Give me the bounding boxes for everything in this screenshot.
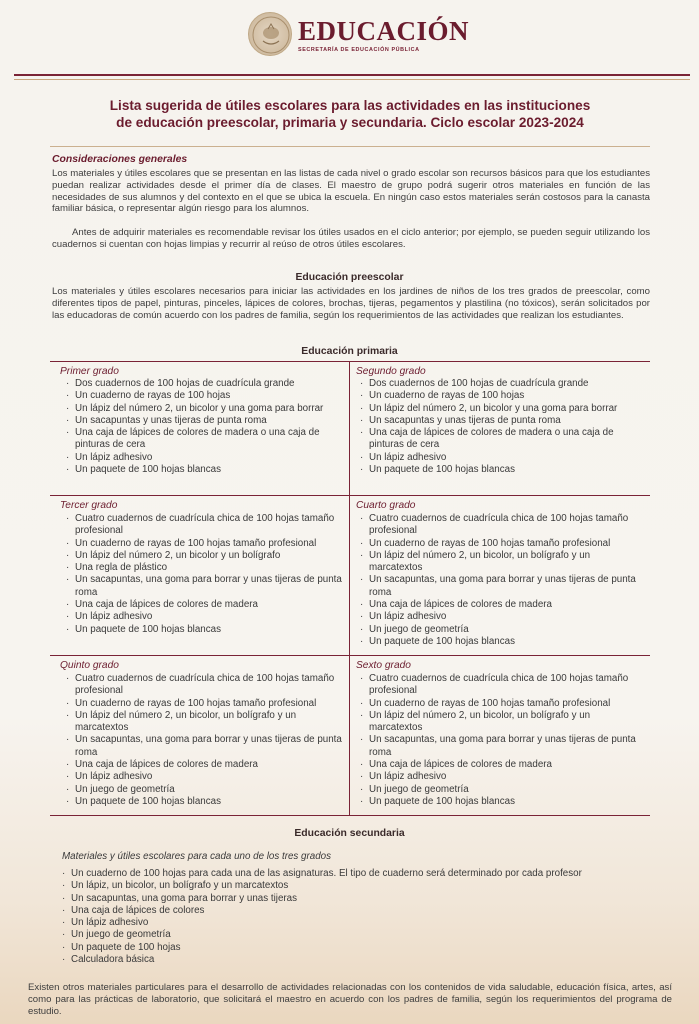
list-item: · Un cuaderno de 100 hojas para cada una de las asignaturas. El tipo de cuaderno será determinado por cada profesor	[62, 868, 662, 880]
primaria-rule-top	[50, 361, 650, 362]
header-divider-thin	[14, 79, 690, 80]
list-item: · Un juego de geometría	[360, 624, 638, 636]
consideraciones-heading: Consideraciones generales	[52, 154, 188, 165]
list-item: · Un sacapuntas, una goma para borrar y unas tijeras de punta roma	[360, 734, 638, 759]
primaria-column-divider	[349, 361, 350, 815]
mexico-seal-icon	[248, 12, 292, 56]
list-item: · Una caja de lápices de colores de madera	[66, 759, 342, 771]
list-item: · Un cuaderno de rayas de 100 hojas tamaño profesional	[66, 538, 342, 550]
list-item: · Dos cuadernos de 100 hojas de cuadrícula grande	[360, 378, 638, 390]
list-item: · Un sacapuntas, una goma para borrar y unas tijeras de punta roma	[360, 574, 638, 599]
list-item: · Un sacapuntas, una goma para borrar y unas tijeras de punta roma	[66, 574, 342, 599]
header	[0, 0, 699, 78]
list-item: · Un lápiz adhesivo	[62, 917, 662, 929]
primaria-rule-row1	[50, 495, 650, 496]
list-item: · Un sacapuntas, una goma para borrar y unas tijeras	[62, 893, 662, 905]
list-item: · Un lápiz adhesivo	[66, 611, 342, 623]
primaria-rule-bottom	[50, 815, 650, 816]
consideraciones-paragraph-1: Los materiales y útiles escolares que se presentan en las listas de cada nivel o grado escolar son recursos básicos para que los estudiantes puedan realizar actividades desde el primer día de clases. El maestro de grupo podrá sugerir otros materiales en función de las necesidades de sus alumnos y del contexto en el que se ubica la escuela. En ningún caso estos materiales serán costosos para la canasta familiar básica, o representar algún riesgo para los alumnos.	[52, 168, 650, 215]
grade-title-segundo: Segundo grado	[356, 366, 426, 377]
list-item: · Un cuaderno de rayas de 100 hojas tamaño profesional	[360, 698, 638, 710]
list-item: · Un cuaderno de rayas de 100 hojas	[66, 390, 342, 402]
list-item: · Una caja de lápices de colores de madera	[360, 599, 638, 611]
list-item: · Calculadora básica	[62, 954, 662, 966]
title-line-1: Lista sugerida de útiles escolares para las actividades en las instituciones	[109, 98, 591, 113]
list-item: · Un paquete de 100 hojas blancas	[66, 464, 342, 476]
list-item: · Un paquete de 100 hojas blancas	[66, 796, 342, 808]
list-item: · Un lápiz del número 2, un bicolor y un bolígrafo	[66, 550, 342, 562]
secundaria-subheading: Materiales y útiles escolares para cada uno de los tres grados	[62, 851, 332, 862]
consideraciones-paragraph-2: Antes de adquirir materiales es recomendable revisar los útiles usados en el ciclo anterior; por ejemplo, se pueden seguir utilizando los cuadernos si cuentan con hojas limpias y recurrir al reúso de otros útiles escolares.	[52, 227, 650, 250]
footer-note: Existen otros materiales particulares para el desarrollo de actividades relacionadas con los contenidos de vida saludable, educación física, artes, así como para las prácticas de laboratorio, que solicitará el maestro en acuerdo con los padres de familia, según los requerimientos del programa de estudio.	[28, 982, 672, 1017]
secundaria-heading: Educación secundaria	[294, 828, 405, 839]
grade-title-tercero: Tercer grado	[60, 500, 118, 511]
list-item: · Un paquete de 100 hojas blancas	[360, 636, 638, 648]
list-item: · Un lápiz adhesivo	[360, 611, 638, 623]
list-item: · Un paquete de 100 hojas	[62, 942, 662, 954]
list-item: · Un cuaderno de rayas de 100 hojas tamaño profesional	[66, 698, 342, 710]
list-item: · Un lápiz del número 2, un bicolor y una goma para borrar	[360, 403, 638, 415]
list-item: · Un paquete de 100 hojas blancas	[360, 464, 638, 476]
list-item: · Un lápiz, un bicolor, un bolígrafo y un marcatextos	[62, 880, 662, 892]
list-item: · Un paquete de 100 hojas blancas	[360, 796, 638, 808]
list-item: · Un paquete de 100 hojas blancas	[66, 624, 342, 636]
list-item: · Un lápiz adhesivo	[66, 452, 342, 464]
primaria-rule-row2	[50, 655, 650, 656]
list-item: · Una caja de lápices de colores de madera o una caja de pinturas de cera	[66, 427, 342, 452]
list-item: · Un juego de geometría	[66, 784, 342, 796]
list-item: · Cuatro cuadernos de cuadrícula chica de 100 hojas tamaño profesional	[66, 673, 342, 698]
list-item: · Una caja de lápices de colores	[62, 905, 662, 917]
brand-title: EDUCACIÓN	[298, 16, 470, 46]
title-divider	[50, 146, 650, 147]
grade-title-quinto: Quinto grado	[60, 660, 119, 671]
list-item: · Una regla de plástico	[66, 562, 342, 574]
grade-list-segundo	[360, 378, 638, 476]
list-item: · Un sacapuntas y unas tijeras de punta roma	[66, 415, 342, 427]
secundaria-list	[62, 868, 662, 966]
list-item: · Un lápiz adhesivo	[360, 452, 638, 464]
list-item: · Cuatro cuadernos de cuadrícula chica de 100 hojas tamaño profesional	[360, 673, 638, 698]
list-item: · Un lápiz del número 2, un bicolor, un bolígrafo y un marcatextos	[66, 710, 342, 735]
list-item: · Un sacapuntas, una goma para borrar y unas tijeras de punta roma	[66, 734, 342, 759]
list-item: · Una caja de lápices de colores de madera o una caja de pinturas de cera	[360, 427, 638, 452]
grade-title-primero: Primer grado	[60, 366, 119, 377]
grade-list-cuarto	[360, 513, 638, 648]
list-item: · Un lápiz del número 2, un bicolor, un bolígrafo y un marcatextos	[360, 550, 638, 575]
list-item: · Cuatro cuadernos de cuadrícula chica de 100 hojas tamaño profesional	[360, 513, 638, 538]
grade-title-sexto: Sexto grado	[356, 660, 411, 671]
list-item: · Una caja de lápices de colores de madera	[360, 759, 638, 771]
list-item: · Cuatro cuadernos de cuadrícula chica de 100 hojas tamaño profesional	[66, 513, 342, 538]
brand-subtitle: SECRETARÍA DE EDUCACIÓN PÚBLICA	[298, 47, 420, 53]
grade-list-sexto	[360, 673, 638, 808]
primaria-heading: Educación primaria	[301, 346, 398, 357]
preescolar-paragraph: Los materiales y útiles escolares necesarios para iniciar las actividades en los jardines de niños de los tres grados de preescolar, como diferentes tipos de papel, pinturas, pinceles, lápices de colores, brochas, tijeras, pegamentos y plastilina (no tóxicos), serán solicitados por las educadoras de común acuerdo con los padres de familia, según los requerimientos de las actividades que realizan los estudiantes.	[52, 286, 650, 321]
list-item: · Un cuaderno de rayas de 100 hojas	[360, 390, 638, 402]
document-title	[40, 97, 660, 131]
list-item: · Un lápiz del número 2, un bicolor y una goma para borrar	[66, 403, 342, 415]
list-item: · Un lápiz adhesivo	[360, 771, 638, 783]
list-item: · Dos cuadernos de 100 hojas de cuadrícula grande	[66, 378, 342, 390]
grade-title-cuarto: Cuarto grado	[356, 500, 416, 511]
grade-list-tercero	[66, 513, 342, 636]
list-item: · Un juego de geometría	[360, 784, 638, 796]
list-item: · Un lápiz adhesivo	[66, 771, 342, 783]
list-item: · Una caja de lápices de colores de madera	[66, 599, 342, 611]
header-divider	[14, 74, 690, 76]
grade-list-primero	[66, 378, 342, 476]
list-item: · Un sacapuntas y unas tijeras de punta roma	[360, 415, 638, 427]
preescolar-heading: Educación preescolar	[295, 272, 404, 283]
list-item: · Un juego de geometría	[62, 929, 662, 941]
title-line-2: de educación preescolar, primaria y secundaria. Ciclo escolar 2023-2024	[116, 115, 584, 130]
list-item: · Un cuaderno de rayas de 100 hojas tamaño profesional	[360, 538, 638, 550]
list-item: · Un lápiz del número 2, un bicolor, un bolígrafo y un marcatextos	[360, 710, 638, 735]
grade-list-quinto	[66, 673, 342, 808]
